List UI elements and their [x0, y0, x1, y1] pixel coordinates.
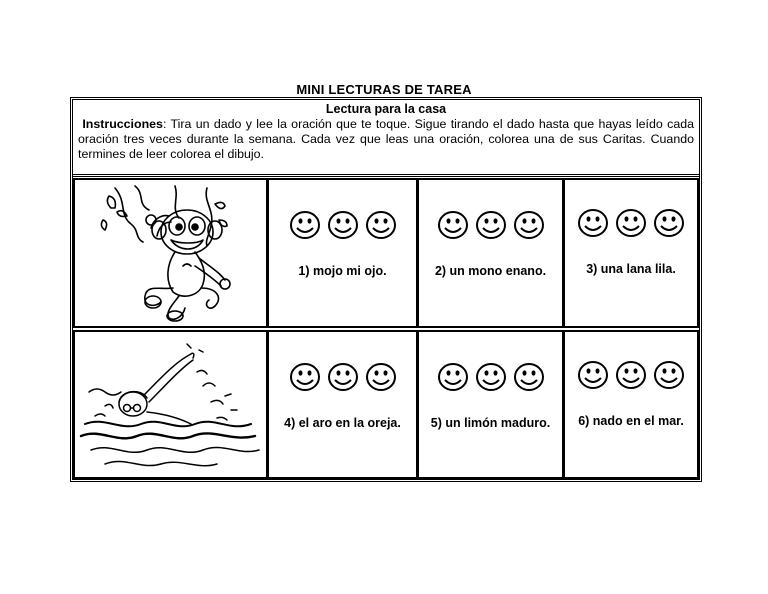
worksheet-table	[70, 97, 702, 482]
smiley-face-icon[interactable]	[653, 360, 685, 390]
smiley-face-icon[interactable]	[577, 360, 609, 390]
smiley-face-icon[interactable]	[327, 210, 359, 240]
reading-cell-2	[417, 178, 564, 328]
faces-group-6	[565, 360, 697, 390]
smiley-face-icon[interactable]	[327, 362, 359, 392]
sentence-5: 5) un limón maduro.	[430, 416, 551, 430]
monkey-drawing	[75, 180, 266, 326]
smiley-face-icon[interactable]	[577, 208, 609, 238]
faces-group-4	[269, 362, 416, 392]
monkey-picture-cell	[73, 178, 268, 328]
instructions-label: Instrucciones	[82, 117, 163, 131]
faces-group-2	[419, 210, 562, 240]
smiley-face-icon[interactable]	[437, 362, 469, 392]
sentence-6: 6) nado en el mar.	[578, 414, 684, 428]
smiley-face-icon[interactable]	[513, 362, 545, 392]
reading-cell-5	[417, 330, 564, 479]
smiley-face-icon[interactable]	[437, 210, 469, 240]
faces-group-3	[565, 208, 697, 238]
smiley-face-icon[interactable]	[475, 210, 507, 240]
swimmer-drawing	[75, 332, 266, 477]
smiley-face-icon[interactable]	[513, 210, 545, 240]
sentence-1: 1) mojo mi ojo.	[298, 264, 387, 278]
reading-cell-6	[563, 330, 699, 479]
sentence-3: 3) una lana lila.	[586, 262, 676, 276]
reading-grid	[73, 178, 699, 479]
document-title: MINI LECTURAS DE TAREA	[296, 82, 472, 97]
smiley-face-icon[interactable]	[615, 360, 647, 390]
instructions-box	[73, 100, 699, 177]
instructions-text: : Tira un dado y lee la oración que te toque. Sigue tirando el dado hasta que hayas leído cada oración tres veces durante la semana. Cada vez que leas una oración, colorea una de sus Caritas. Cuando termines de leer colorea el dibujo.	[78, 117, 695, 161]
sentence-4: 4) el aro en la oreja.	[284, 416, 401, 430]
instructions-paragraph	[78, 117, 694, 162]
smiley-face-icon[interactable]	[289, 210, 321, 240]
smiley-face-icon[interactable]	[365, 362, 397, 392]
sentence-2: 2) un mono enano.	[434, 264, 547, 278]
smiley-face-icon[interactable]	[289, 362, 321, 392]
reading-cell-3	[563, 178, 699, 328]
reading-cell-4	[267, 330, 418, 479]
swimmer-picture-cell	[73, 330, 268, 479]
smiley-face-icon[interactable]	[653, 208, 685, 238]
smiley-face-icon[interactable]	[615, 208, 647, 238]
instructions-heading: Lectura para la casa	[325, 102, 447, 116]
smiley-face-icon[interactable]	[475, 362, 507, 392]
faces-group-5	[419, 362, 562, 392]
reading-cell-1	[267, 178, 418, 328]
smiley-face-icon[interactable]	[365, 210, 397, 240]
faces-group-1	[269, 210, 416, 240]
